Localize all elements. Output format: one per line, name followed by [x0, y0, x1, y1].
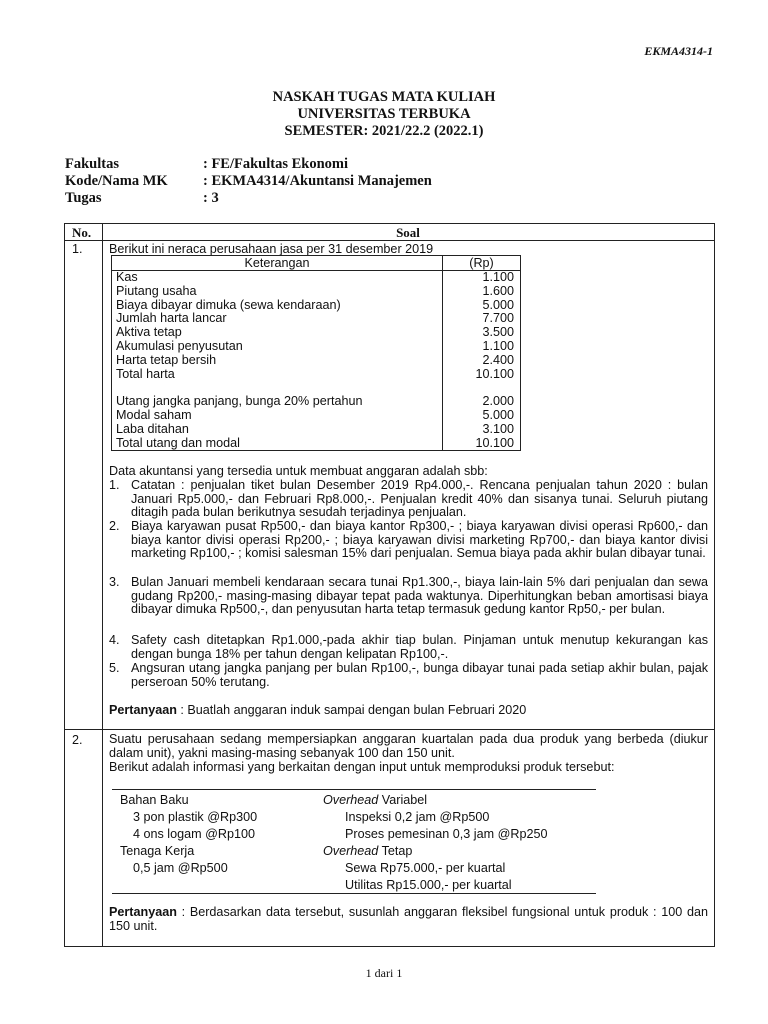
question-text: : Buatlah anggaran induk sampai dengan bulan Februari 2020 — [176, 703, 527, 717]
list-item: 5. Angsuran utang jangka panjang per bulan Rp100,-, bunga dibayar tunai pada setiap akhir bulan, pajak perseroan 50% terutang. — [109, 661, 708, 689]
meta-label-kode: Kode/Nama MK — [65, 173, 168, 189]
inputs-top-rule — [112, 789, 596, 790]
question-text: : Berdasarkan data tersebut, susunlah anggaran fleksibel fungsional untuk produk : 100 dan 150 unit. — [109, 905, 708, 933]
balance-row: Harta tetap bersih 2.400 — [116, 352, 514, 367]
balance-row: Piutang usaha 1.600 — [116, 283, 514, 298]
utilitas-line: Utilitas Rp15.000,- per kuartal — [345, 878, 512, 892]
inspeksi-line: Inspeksi 0,2 jam @Rp500 — [345, 810, 490, 824]
title-line-2: UNIVERSITAS TERBUKA — [297, 106, 471, 122]
balance-row: Total utang dan modal 10.100 — [116, 435, 514, 450]
balance-row: Laba ditahan 3.100 — [116, 421, 514, 436]
table-top-border — [64, 223, 715, 224]
meta-value-fakultas: : FE/Fakultas Ekonomi — [203, 156, 349, 172]
question-1-prompt — [109, 704, 526, 718]
balance-row-spacer — [116, 381, 516, 395]
header-keterangan: Keterangan — [244, 256, 310, 270]
list-item: 1. Catatan : penjualan tiket bulan Desember 2019 Rp4.000,-. Rencana penjualan tahun 2020 : bulan Januari Rp5.000,- dan Februari Rp8.000,-. Penjualan kredit 40% dan sisanya tunai. Seluruh piutang ditagih pada bulan berikutnya sesudah terjadinya penjualan. — [109, 478, 708, 520]
balance-row: Utang jangka panjang, bunga 20% pertahun 2.000 — [116, 394, 514, 409]
meta-label-fakultas: Fakultas — [65, 156, 119, 172]
question-2-intro: Suatu perusahaan sedang mempersiapkan anggaran kuartalan pada dua produk yang berbeda (diukur dalam unit), yakni masing-masing sebanyak 100 dan 150 unit. — [109, 732, 708, 760]
balance-row: Jumlah harta lancar 7.700 — [116, 311, 514, 326]
list-item: 2. Biaya karyawan pusat Rp500,- dan biaya kantor Rp300,- ; biaya karyawan divisi operasi Rp600,- dan biaya kantor divisi operasi Rp200,- ; biaya karyawan divisi marketing Rp700,- dan biaya kantor divisi marketing Rp100,- ; komisi salesman 15% dari penjualan. Semua biaya pada akhir bulan dibayar tunai. — [109, 519, 708, 561]
table-col-divider — [102, 223, 103, 947]
list-item: 4. Safety cash ditetapkan Rp1.000,-pada akhir tiap bulan. Pinjaman untuk menutup kekurangan kas dengan bunga 18% per tahun dengan kelipatan Rp100,-. — [109, 633, 708, 661]
overhead-variabel-label: Overhead Variabel — [323, 793, 428, 807]
meta-value-kode: : EKMA4314/Akuntansi Manajemen — [203, 173, 432, 189]
meta-label-tugas: Tugas — [65, 190, 102, 206]
title-line-3: SEMESTER: 2021/22.2 (2022.1) — [284, 123, 484, 139]
balance-sheet-header — [112, 256, 520, 271]
header-amount: (Rp) — [469, 256, 494, 270]
page-number: 1 dari 1 — [365, 966, 403, 980]
balance-sheet-table — [111, 255, 521, 451]
document-code: EKMA4314-1 — [644, 44, 713, 58]
table-right-border — [714, 223, 715, 947]
balance-row: Modal saham 5.000 — [116, 407, 514, 422]
proses-line: Proses pemesinan 0,3 jam @Rp250 — [345, 827, 548, 841]
question-intro: Berikut ini neraca perusahaan jasa per 31 desember 2019 — [109, 242, 434, 256]
plastik-line: 3 pon plastik @Rp300 — [133, 810, 258, 824]
column-header-no: No. — [72, 225, 92, 240]
question-label: Pertanyaan — [109, 703, 177, 717]
question-2-intro-2: Berikut adalah informasi yang berkaitan dengan input untuk memproduksi produk tersebut: — [109, 760, 615, 774]
sewa-line: Sewa Rp75.000,- per kuartal — [345, 861, 506, 875]
logam-line: 4 ons logam @Rp100 — [133, 827, 256, 841]
balance-row: Aktiva tetap 3.500 — [116, 325, 514, 340]
balance-row: Akumulasi penyusutan 1.100 — [116, 338, 514, 353]
question-2-prompt — [109, 906, 708, 933]
inputs-bottom-rule — [112, 893, 596, 894]
title-line-1: NASKAH TUGAS MATA KULIAH — [272, 89, 496, 105]
balance-row: Total harta 10.100 — [116, 366, 514, 381]
tenaga-kerja-label: Tenaga Kerja — [120, 844, 195, 858]
table-left-border — [64, 223, 65, 947]
question-label: Pertanyaan — [109, 905, 177, 919]
column-header-soal: Soal — [396, 225, 420, 240]
overhead-tetap-label: Overhead Tetap — [323, 844, 413, 858]
jam-line: 0,5 jam @Rp500 — [133, 861, 228, 875]
meta-value-tugas: : 3 — [203, 190, 219, 206]
question-number: 1. — [72, 242, 83, 256]
list-item: 3. Bulan Januari membeli kendaraan secara tunai Rp1.300,-, biaya lain-lain 5% dari penjualan dan sewa gudang Rp200,- masing-masing dibayar tepat pada waktunya. Diperhitungkan beban amortisasi biaya dibayar dimuka Rp500,-, dan penyusutan harta tetap termasuk gedung kantor Rp50,- per bulan. — [109, 575, 708, 617]
balance-row: Kas 1.100 — [116, 270, 514, 284]
table-row-divider — [64, 729, 715, 730]
data-intro: Data akuntansi yang tersedia untuk membuat anggaran adalah sbb: — [109, 464, 488, 478]
question-number: 2. — [72, 733, 83, 747]
balance-row: Biaya dibayar dimuka (sewa kendaraan) 5.000 — [116, 297, 514, 312]
bahan-baku-label: Bahan Baku — [120, 793, 189, 807]
table-bottom-border — [64, 946, 715, 947]
